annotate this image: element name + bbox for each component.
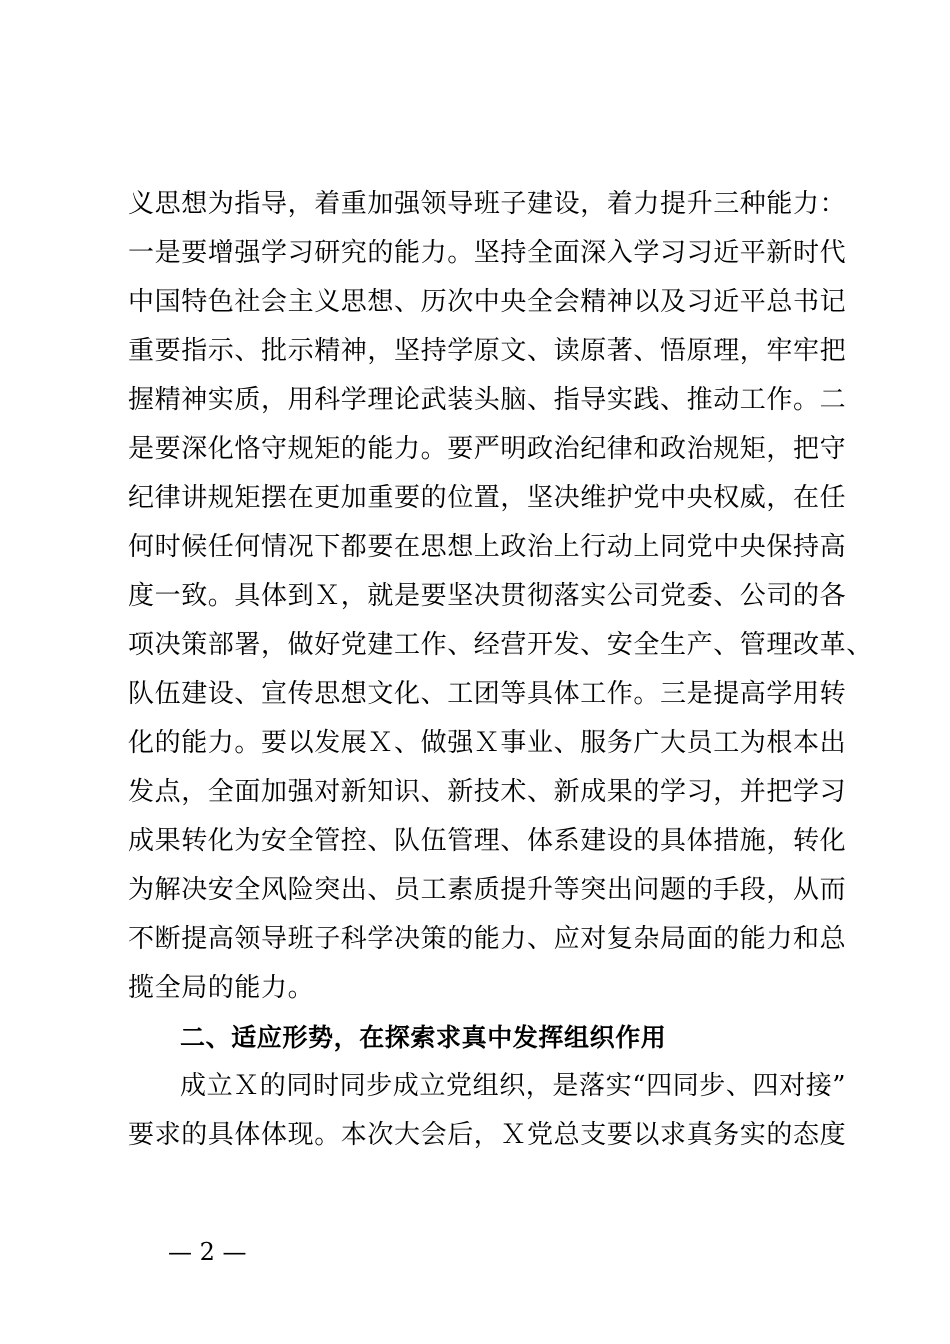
paragraph-line: 成果转化为安全管控、队伍管理、体系建设的具体措施，转化 [128, 826, 847, 856]
paragraph-line: 揽全局的能力。 [128, 973, 315, 1003]
paragraph-line: 成立Ｘ的同时同步成立党组织，是落实“四同步、四对接” [180, 1071, 847, 1101]
paragraph-line: 握精神实质，用科学理论武装头脑、指导实践、推动工作。二 [128, 385, 847, 415]
paragraph-line: 项决策部署，做好党建工作、经营开发、安全生产、管理改革、 [128, 630, 873, 660]
section-heading: 二、适应形势，在探索求真中发挥组织作用 [180, 1023, 667, 1052]
paragraph-line: 化的能力。要以发展Ｘ、做强Ｘ事业、服务广大员工为根本出 [128, 728, 847, 758]
paragraph-line: 度一致。具体到Ｘ，就是要坚决贯彻落实公司党委、公司的各 [128, 581, 847, 611]
paragraph-line: 队伍建设、宣传思想文化、工团等具体工作。三是提高学用转 [128, 679, 847, 709]
body-text [128, 180, 873, 1160]
paragraph-line: 是要深化恪守规矩的能力。要严明政治纪律和政治规矩，把守 [128, 434, 847, 464]
paragraph-line: 一是要增强学习研究的能力。坚持全面深入学习习近平新时代 [128, 238, 847, 268]
paragraph-line: 中国特色社会主义思想、历次中央全会精神以及习近平总书记 [128, 287, 847, 317]
paragraph-line: 不断提高领导班子科学决策的能力、应对复杂局面的能力和总 [128, 924, 847, 954]
page-number: — 2 — [168, 1238, 247, 1266]
paragraph-line: 发点，全面加强对新知识、新技术、新成果的学习，并把学习 [128, 777, 847, 807]
paragraph-line: 要求的具体体现。本次大会后，Ｘ党总支要以求真务实的态度 [128, 1120, 847, 1150]
paragraph-line: 义思想为指导，着重加强领导班子建设，着力提升三种能力： [128, 189, 847, 219]
paragraph-line: 何时候任何情况下都要在思想上政治上行动上同党中央保持高 [128, 532, 847, 562]
paragraph-line: 纪律讲规矩摆在更加重要的位置，坚决维护党中央权威，在任 [128, 483, 847, 513]
paragraph-line: 重要指示、批示精神，坚持学原文、读原著、悟原理，牢牢把 [128, 336, 847, 366]
paragraph-line: 为解决安全风险突出、员工素质提升等突出问题的手段，从而 [128, 875, 847, 905]
